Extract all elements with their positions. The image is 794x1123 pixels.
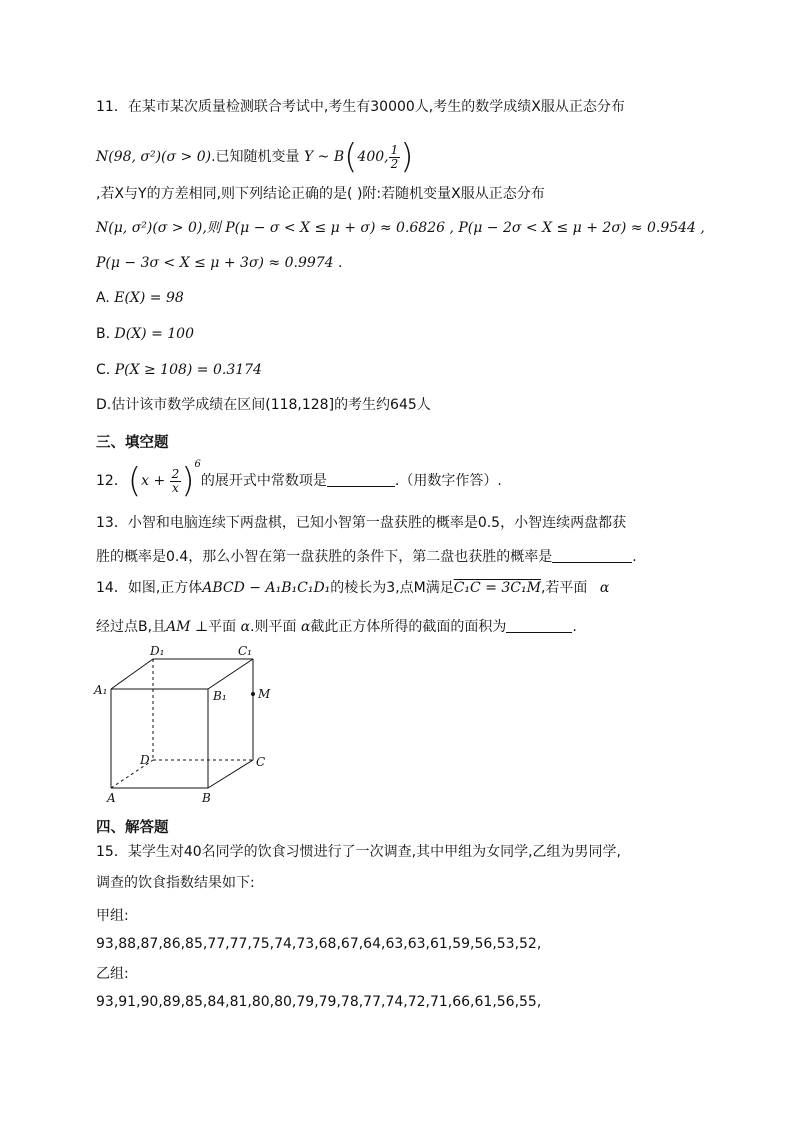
- q12-x: x +: [141, 473, 166, 489]
- q11-option-d-interval: (118,128]: [265, 397, 335, 413]
- q13-line2: [96, 547, 637, 567]
- edge-b1-c1: [208, 659, 253, 689]
- q14-line2-a: 经过点B,且: [96, 619, 167, 635]
- q14-answer-blank[interactable]: [506, 618, 572, 633]
- q14-alpha-1: α: [599, 580, 610, 596]
- q13-line1: 13．小智和电脑连续下两盘棋，已知小智第一盘获胜的概率是0.5，小智连续两盘都获: [96, 515, 627, 531]
- q14-line1-c: ,若平面: [540, 580, 588, 596]
- section-heading-solutions: 四、解答题: [96, 820, 169, 836]
- q11-left-paren: (: [344, 137, 358, 177]
- q14-line1: [96, 578, 609, 598]
- q15-group1-label: 甲组:: [96, 908, 129, 924]
- q11-option-a-label: A.: [96, 290, 110, 306]
- q12-answer-blank[interactable]: [327, 472, 395, 487]
- q12-frac-num: 2: [171, 466, 180, 481]
- q11-option-a-text: E(X) = 98: [114, 290, 184, 306]
- q14-alpha-2: α: [240, 619, 251, 635]
- q14-tail: .: [572, 619, 577, 635]
- q11-fraction: [389, 144, 401, 171]
- q11-option-a: [96, 288, 184, 308]
- q15-group2-label: 乙组:: [96, 966, 129, 982]
- q15-group2-data: 93,91,90,89,85,84,81,80,80,79,79,78,77,74,72,71,66,61,56,55,: [96, 994, 542, 1010]
- q11-line4: N(μ, σ²)(σ > 0),则 P(μ − σ < X ≤ μ + σ) ≈ 0.6826 , P(μ − 2σ < X ≤ μ + 2σ) ≈ 0.9544 ,: [96, 220, 705, 236]
- q14-vector-eq: C₁C = 3C₁M: [453, 580, 541, 596]
- q11-option-c-label: C.: [96, 362, 111, 378]
- q12-text: 的展开式中常数项是: [200, 473, 327, 489]
- label-a1: A₁: [94, 683, 108, 697]
- q15-line2: 调查的饮食指数结果如下:: [96, 875, 255, 891]
- q11-frac-den: 2: [390, 156, 399, 171]
- q14-line1-a: 14．如图,正方体: [96, 580, 203, 596]
- q11-option-d-label: D.估计该市数学成绩在区间: [96, 397, 266, 413]
- section-heading-fill-in: 三、填空题: [96, 435, 169, 451]
- q14-cube-name: ABCD − A₁B₁C₁D₁: [202, 580, 331, 596]
- q11-option-d: [96, 395, 431, 415]
- q11-line1: 11．在某市某次质量检测联合考试中,考生有30000人,考生的数学成绩X服从正态分布: [96, 99, 625, 115]
- q13-answer-blank[interactable]: [552, 548, 632, 563]
- q14-perp: AM ⊥: [166, 619, 209, 635]
- label-a: A: [107, 791, 116, 805]
- q13-line2-text: 胜的概率是0.4，那么小智在第一盘获胜的条件下，第二盘也获胜的概率是: [96, 549, 553, 565]
- q14-line2: [96, 617, 577, 637]
- cube-figure: [90, 640, 290, 812]
- q15-line1: 15．某学生对40名同学的饮食习惯进行了一次调查,其中甲组为女同学,乙组为男同学,: [96, 844, 621, 860]
- q11-normal-dist: N(98, σ²)(σ > 0): [96, 149, 212, 165]
- q11-binomial-n: 400,: [357, 149, 389, 165]
- edge-b-c: [208, 760, 253, 788]
- q12-tail: .（用数字作答）.: [394, 473, 502, 489]
- q12-line: [96, 459, 502, 501]
- q11-option-b: [96, 324, 194, 344]
- q11-line2: [96, 137, 414, 177]
- q12-number: 12．: [96, 473, 128, 489]
- label-d1: D₁: [150, 644, 165, 658]
- label-m: M: [258, 687, 271, 701]
- q12-frac-den: x: [172, 480, 179, 495]
- q14-line2-d: 截此正方体所得的截面的面积为: [310, 619, 507, 635]
- q11-frac-num: 1: [390, 142, 399, 157]
- q11-option-c-text: P(X ≥ 108) = 0.3174: [114, 362, 262, 378]
- edge-a1-d1: [111, 659, 153, 689]
- q14-alpha-3: α: [300, 619, 311, 635]
- q11-option-b-label: B.: [96, 326, 111, 342]
- q11-line3: ,若X与Y的方差相同,则下列结论正确的是( )附:若随机变量X服从正态分布: [96, 186, 545, 202]
- q11-option-b-text: D(X) = 100: [114, 326, 194, 342]
- q14-line2-c: .则平面: [250, 619, 297, 635]
- label-b1: B₁: [213, 689, 227, 703]
- label-d: D: [140, 753, 150, 767]
- q11-line2-text: .已知随机变量: [211, 149, 300, 165]
- label-c: C: [256, 755, 266, 769]
- q15-group1-data: 93,88,87,86,85,77,77,75,74,73,68,67,64,63,63,61,59,56,53,52,: [96, 936, 542, 952]
- q11-option-c: [96, 360, 262, 380]
- q11-binomial: Y ~ B: [303, 149, 345, 165]
- q12-fraction: [170, 468, 182, 495]
- q11-right-paren: ): [400, 137, 414, 177]
- q12-left-paren: (: [127, 461, 142, 501]
- q13-tail: .: [632, 549, 637, 565]
- q11-line5: P(μ − 3σ < X ≤ μ + 3σ) ≈ 0.9974 .: [96, 255, 343, 271]
- label-b: B: [202, 791, 211, 805]
- q12-exponent: 6: [194, 459, 201, 471]
- label-c1: C₁: [238, 644, 252, 658]
- q14-line1-b: 的棱长为3,点M满足: [330, 580, 454, 596]
- q11-option-d-tail: 的考生约645人: [334, 397, 431, 413]
- q12-right-paren: ): [181, 461, 195, 501]
- point-m: [251, 692, 255, 696]
- q14-line2-b: 平面: [208, 619, 237, 635]
